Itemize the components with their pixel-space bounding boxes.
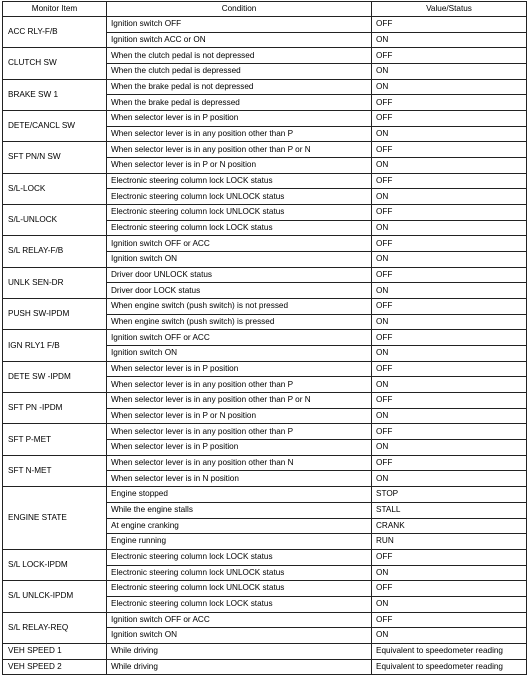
value-status-cell: ON: [372, 126, 527, 142]
table-row: [3, 361, 527, 377]
condition-cell: When selector lever is in P or N position: [107, 158, 372, 174]
condition-cell: When selector lever is in N position: [107, 471, 372, 487]
value-status-cell: OFF: [372, 361, 527, 377]
table-row: [3, 424, 527, 440]
value-status-cell: ON: [372, 471, 527, 487]
monitor-item-cell: CLUTCH SW: [3, 48, 107, 79]
value-status-cell: OFF: [372, 612, 527, 628]
value-status-cell: ON: [372, 377, 527, 393]
table-row: [3, 393, 527, 409]
condition-cell: Ignition switch OFF: [107, 17, 372, 33]
condition-cell: When selector lever is in P position: [107, 361, 372, 377]
table-row: [3, 612, 527, 628]
condition-cell: When engine switch (push switch) is pressed: [107, 314, 372, 330]
table-row: [3, 581, 527, 597]
value-status-cell: ON: [372, 189, 527, 205]
table-row: [3, 659, 527, 675]
table-row: [3, 267, 527, 283]
table-row: [3, 173, 527, 189]
monitor-item-cell: DETE/CANCL SW: [3, 111, 107, 142]
value-status-cell: OFF: [372, 299, 527, 315]
value-status-cell: OFF: [372, 581, 527, 597]
monitor-item-cell: ACC RLY-F/B: [3, 17, 107, 48]
monitor-table: [2, 1, 527, 675]
condition-cell: Electronic steering column lock UNLOCK status: [107, 581, 372, 597]
condition-cell: When selector lever is in any position other than P or N: [107, 393, 372, 409]
table-row: [3, 205, 527, 221]
condition-cell: When selector lever is in any position other than N: [107, 455, 372, 471]
value-status-cell: OFF: [372, 549, 527, 565]
condition-cell: Ignition switch OFF or ACC: [107, 236, 372, 252]
table-row: [3, 142, 527, 158]
value-status-cell: OFF: [372, 236, 527, 252]
value-status-cell: OFF: [372, 330, 527, 346]
condition-cell: When selector lever is in any position other than P: [107, 377, 372, 393]
monitor-item-cell: SFT PN/N SW: [3, 142, 107, 173]
table-row: [3, 455, 527, 471]
monitor-item-cell: S/L-UNLOCK: [3, 205, 107, 236]
monitor-item-cell: SFT PN -IPDM: [3, 393, 107, 424]
monitor-item-cell: S/L-LOCK: [3, 173, 107, 204]
monitor-item-cell: VEH SPEED 2: [3, 659, 107, 675]
table-header: [3, 2, 527, 17]
value-status-cell: OFF: [372, 455, 527, 471]
value-status-cell: OFF: [372, 17, 527, 33]
monitor-item-cell: S/L RELAY-REQ: [3, 612, 107, 643]
monitor-item-cell: UNLK SEN-DR: [3, 267, 107, 298]
monitor-item-cell: DETE SW -IPDM: [3, 361, 107, 392]
condition-cell: Ignition switch ON: [107, 252, 372, 268]
value-status-cell: OFF: [372, 424, 527, 440]
condition-cell: Driver door LOCK status: [107, 283, 372, 299]
header-value-status: Value/Status: [372, 2, 527, 17]
condition-cell: Ignition switch ON: [107, 628, 372, 644]
table-row: [3, 299, 527, 315]
value-status-cell: ON: [372, 408, 527, 424]
condition-cell: While driving: [107, 643, 372, 659]
condition-cell: When engine switch (push switch) is not pressed: [107, 299, 372, 315]
table-row: [3, 487, 527, 503]
value-status-cell: ON: [372, 158, 527, 174]
value-status-cell: OFF: [372, 267, 527, 283]
value-status-cell: ON: [372, 346, 527, 362]
condition-cell: When selector lever is in any position other than P: [107, 424, 372, 440]
table-row: [3, 79, 527, 95]
value-status-cell: ON: [372, 314, 527, 330]
value-status-cell: ON: [372, 64, 527, 80]
monitor-item-cell: BRAKE SW 1: [3, 79, 107, 110]
table-row: [3, 17, 527, 33]
value-status-cell: ON: [372, 252, 527, 268]
header-condition: Condition: [107, 2, 372, 17]
condition-cell: While the engine stalls: [107, 502, 372, 518]
table-row: [3, 330, 527, 346]
condition-cell: Electronic steering column lock UNLOCK status: [107, 205, 372, 221]
value-status-cell: OFF: [372, 205, 527, 221]
monitor-item-cell: IGN RLY1 F/B: [3, 330, 107, 361]
value-status-cell: ON: [372, 79, 527, 95]
table-row: [3, 111, 527, 127]
condition-cell: Electronic steering column lock LOCK status: [107, 549, 372, 565]
value-status-cell: ON: [372, 628, 527, 644]
monitor-item-cell: SFT N-MET: [3, 455, 107, 486]
condition-cell: Electronic steering column lock LOCK status: [107, 173, 372, 189]
condition-cell: When selector lever is in any position other than P: [107, 126, 372, 142]
value-status-cell: OFF: [372, 111, 527, 127]
table-row: [3, 48, 527, 64]
value-status-cell: Equivalent to speedometer reading: [372, 643, 527, 659]
value-status-cell: ON: [372, 283, 527, 299]
monitor-item-cell: VEH SPEED 1: [3, 643, 107, 659]
value-status-cell: STOP: [372, 487, 527, 503]
condition-cell: When selector lever is in any position other than P or N: [107, 142, 372, 158]
table-row: [3, 549, 527, 565]
value-status-cell: STALL: [372, 502, 527, 518]
value-status-cell: OFF: [372, 95, 527, 111]
header-row: [3, 2, 527, 17]
condition-cell: When selector lever is in P position: [107, 111, 372, 127]
value-status-cell: OFF: [372, 173, 527, 189]
condition-cell: Ignition switch OFF or ACC: [107, 330, 372, 346]
monitor-item-cell: ENGINE STATE: [3, 487, 107, 550]
value-status-cell: Equivalent to speedometer reading: [372, 659, 527, 675]
value-status-cell: OFF: [372, 48, 527, 64]
condition-cell: When selector lever is in P or N position: [107, 408, 372, 424]
value-status-cell: ON: [372, 596, 527, 612]
monitor-item-cell: S/L LOCK-IPDM: [3, 549, 107, 580]
value-status-cell: ON: [372, 440, 527, 456]
condition-cell: Driver door UNLOCK status: [107, 267, 372, 283]
value-status-cell: ON: [372, 32, 527, 48]
condition-cell: When the brake pedal is not depressed: [107, 79, 372, 95]
condition-cell: Ignition switch ACC or ON: [107, 32, 372, 48]
condition-cell: While driving: [107, 659, 372, 675]
condition-cell: When the brake pedal is depressed: [107, 95, 372, 111]
condition-cell: Electronic steering column lock LOCK status: [107, 596, 372, 612]
value-status-cell: RUN: [372, 534, 527, 550]
value-status-cell: OFF: [372, 393, 527, 409]
condition-cell: When the clutch pedal is not depressed: [107, 48, 372, 64]
monitor-item-cell: PUSH SW-IPDM: [3, 299, 107, 330]
condition-cell: Engine stopped: [107, 487, 372, 503]
header-monitor-item: Monitor Item: [3, 2, 107, 17]
monitor-item-cell: SFT P-MET: [3, 424, 107, 455]
condition-cell: Ignition switch ON: [107, 346, 372, 362]
condition-cell: Electronic steering column lock UNLOCK status: [107, 189, 372, 205]
table-body: [3, 17, 527, 675]
value-status-cell: ON: [372, 565, 527, 581]
condition-cell: When selector lever is in P position: [107, 440, 372, 456]
monitor-item-cell: S/L RELAY-F/B: [3, 236, 107, 267]
condition-cell: Ignition switch OFF or ACC: [107, 612, 372, 628]
condition-cell: Electronic steering column lock LOCK status: [107, 220, 372, 236]
condition-cell: Engine running: [107, 534, 372, 550]
table-row: [3, 236, 527, 252]
value-status-cell: ON: [372, 220, 527, 236]
table-row: [3, 643, 527, 659]
value-status-cell: OFF: [372, 142, 527, 158]
monitor-item-cell: S/L UNLCK-IPDM: [3, 581, 107, 612]
condition-cell: When the clutch pedal is depressed: [107, 64, 372, 80]
condition-cell: Electronic steering column lock UNLOCK status: [107, 565, 372, 581]
condition-cell: At engine cranking: [107, 518, 372, 534]
value-status-cell: CRANK: [372, 518, 527, 534]
